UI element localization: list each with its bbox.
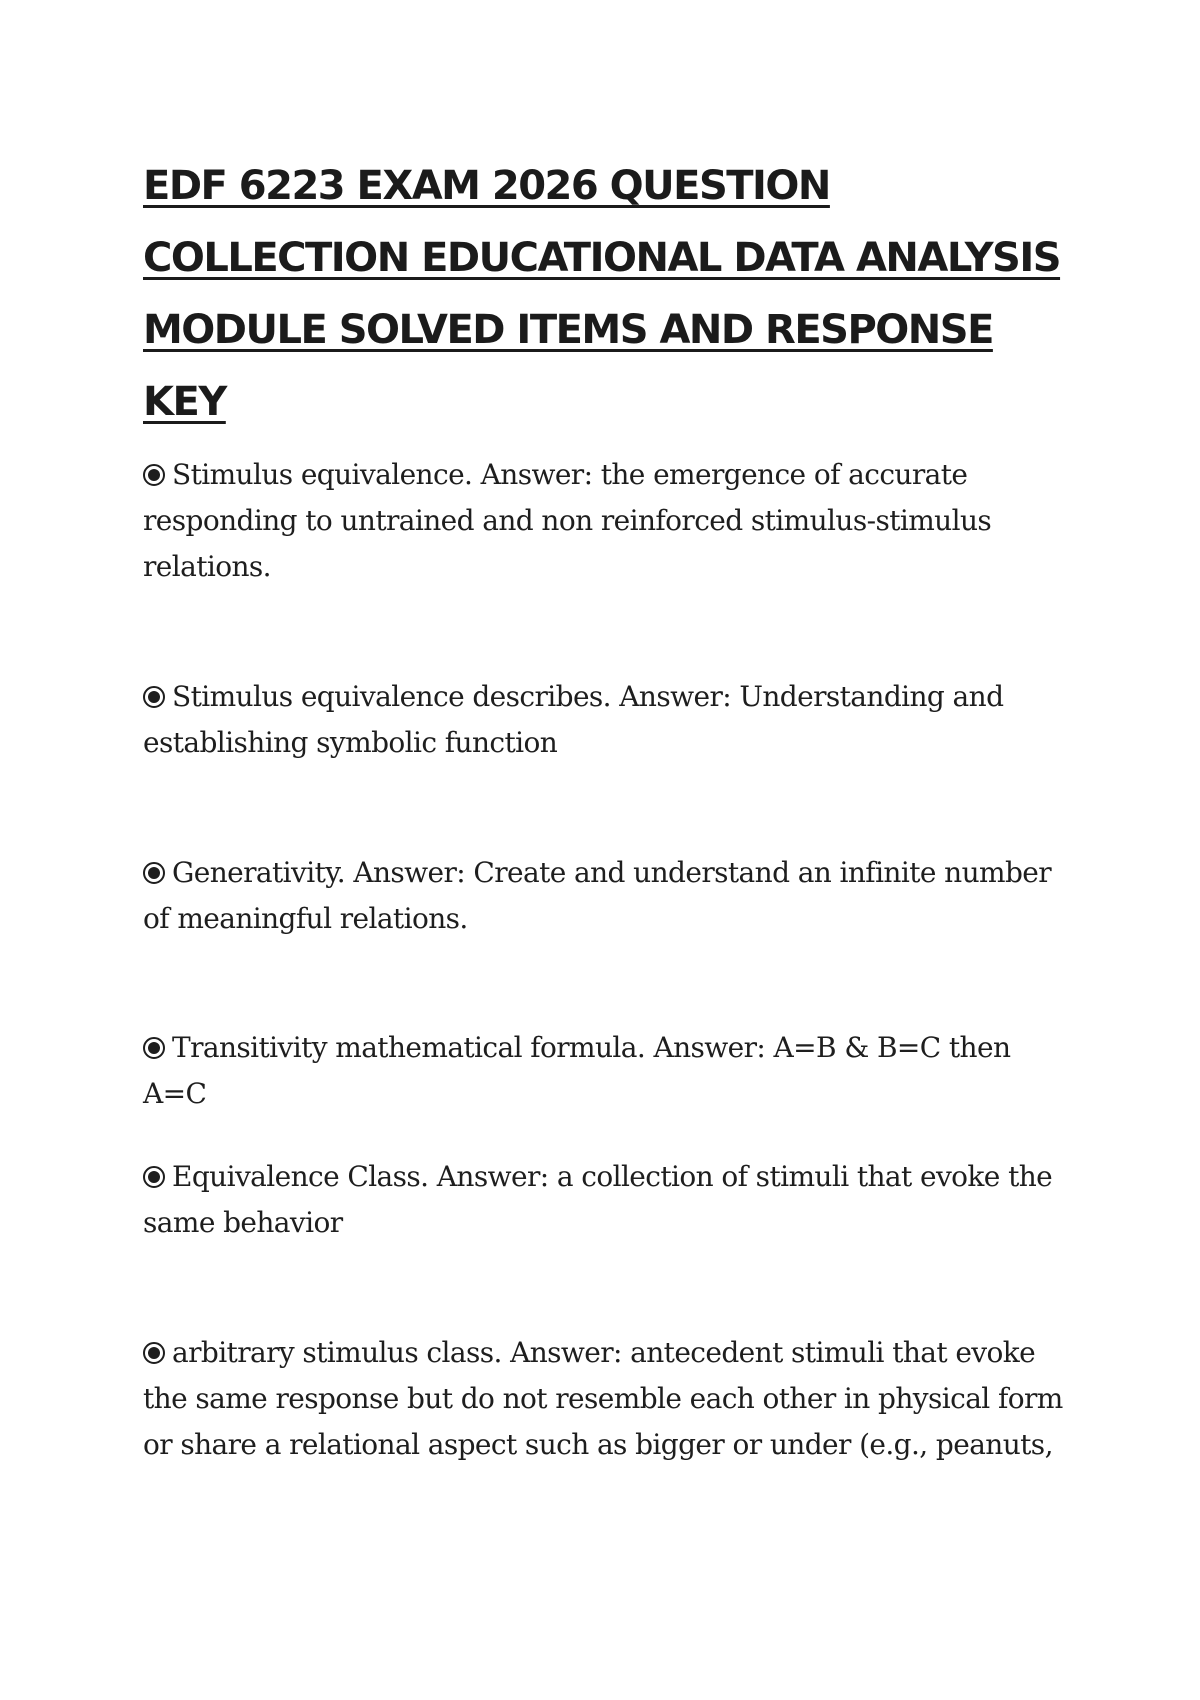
radio-bullet-icon <box>143 862 165 884</box>
question-text: Generativity. Answer: Create and understand an infinite number of meaningful relations. <box>143 856 1052 935</box>
question-item <box>143 1330 1063 1468</box>
radio-bullet-icon <box>143 1166 165 1188</box>
question-item <box>143 674 1063 766</box>
radio-bullet-icon <box>143 1037 165 1059</box>
question-item <box>143 1025 1063 1117</box>
radio-bullet-icon <box>143 464 165 486</box>
question-text: Stimulus equivalence describes. Answer: Understanding and establishing symbolic function <box>143 680 1004 759</box>
question-text: Stimulus equivalence. Answer: the emergence of accurate responding to untrained and non reinforced stimulus-stimulus relations. <box>143 458 992 583</box>
radio-bullet-icon <box>143 686 165 708</box>
question-text: Transitivity mathematical formula. Answer: A=B & B=C then A=C <box>143 1031 1011 1110</box>
question-item <box>143 1154 1063 1246</box>
document-title: EDF 6223 EXAM 2026 QUESTION COLLECTION EDUCATIONAL DATA ANALYSIS MODULE SOLVED ITEMS AND RESPONSE KEY <box>143 163 1061 425</box>
question-text: Equivalence Class. Answer: a collection of stimuli that evoke the same behavior <box>143 1160 1053 1239</box>
radio-bullet-icon <box>143 1342 165 1364</box>
question-item <box>143 850 1063 942</box>
question-item <box>143 452 1063 590</box>
question-text: arbitrary stimulus class. Answer: antecedent stimuli that evoke the same response but do not resemble each other in physical form or share a relational aspect such as bigger or under (e.g., peanuts, <box>143 1336 1063 1461</box>
